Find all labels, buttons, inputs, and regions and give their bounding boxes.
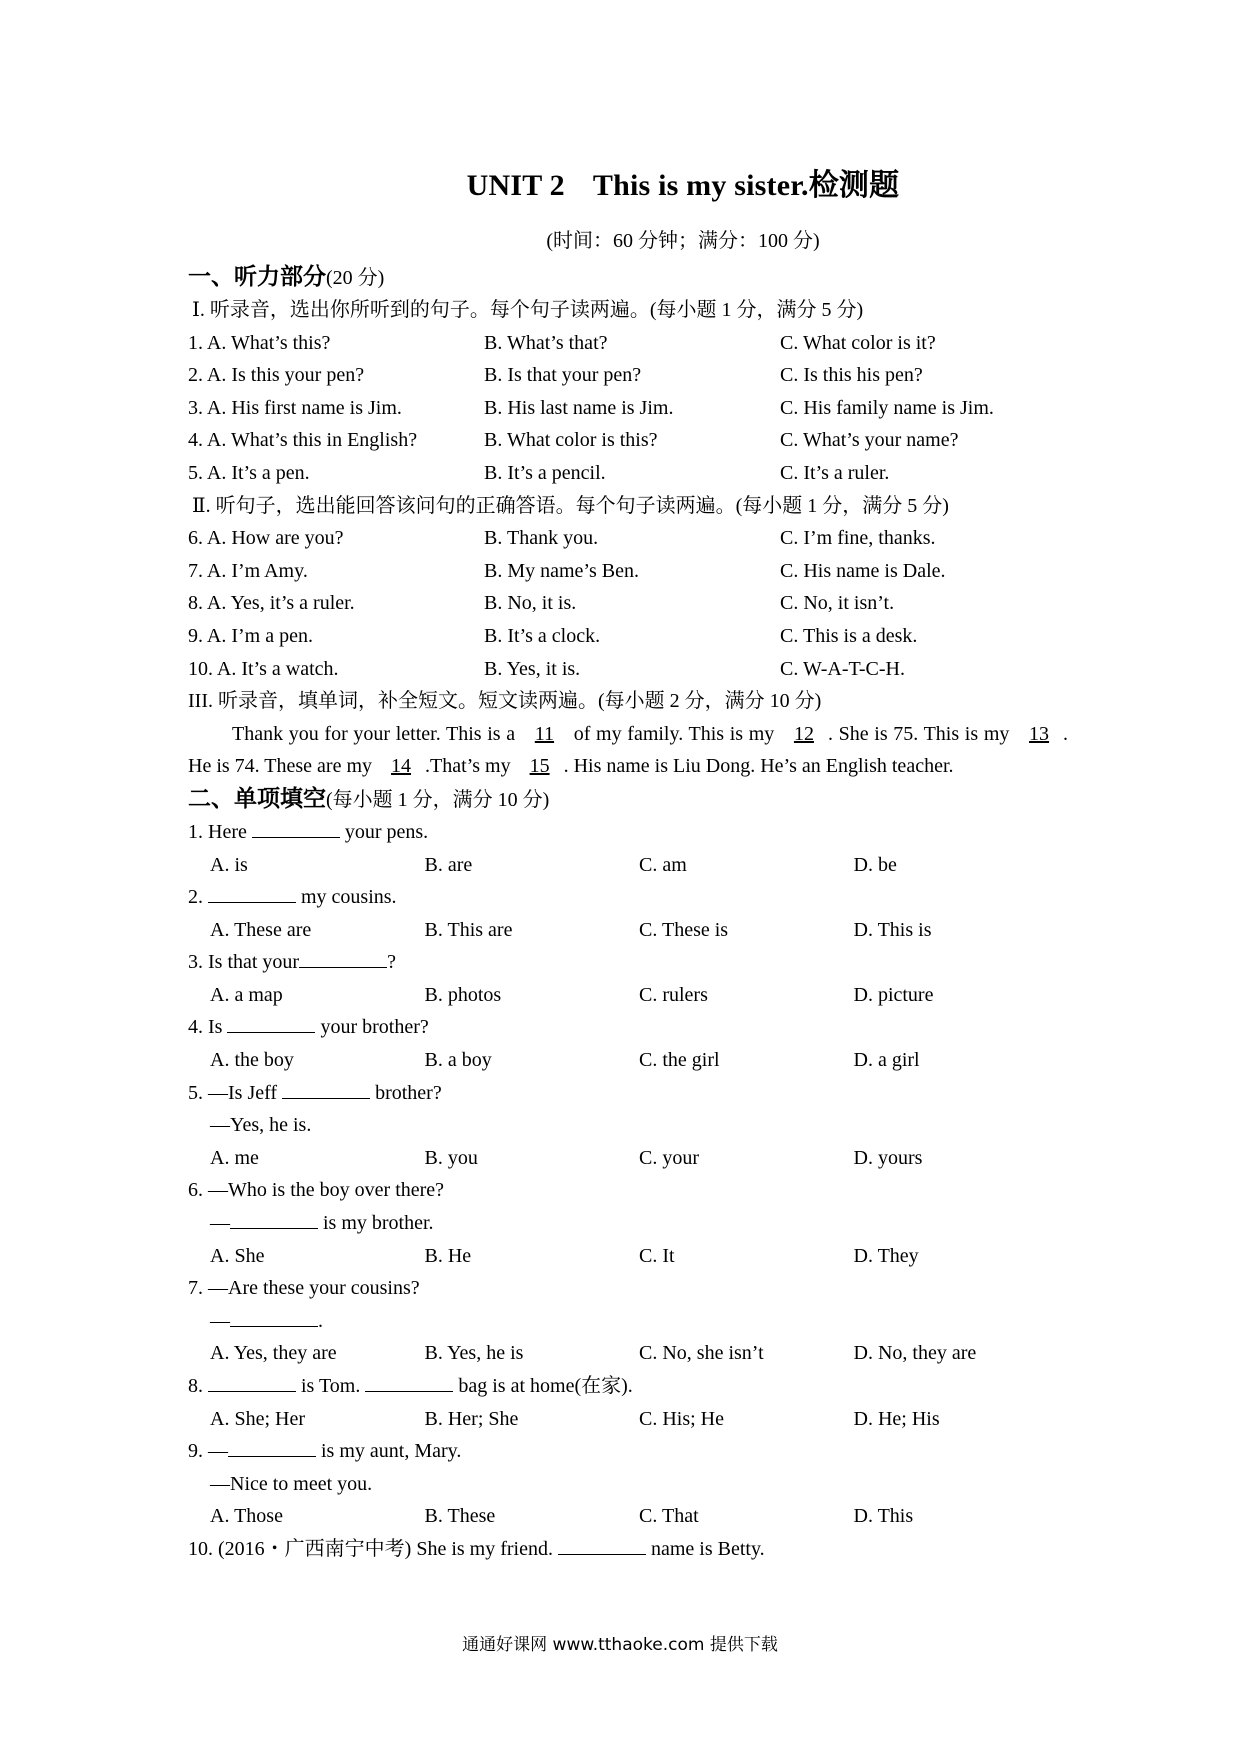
- choice-b: B. His last name is Jim.: [484, 396, 674, 419]
- answer-blank: [227, 1014, 315, 1033]
- question-4-options: [188, 1044, 1068, 1077]
- page-footer: 通通好课网 www.tthaoke.com 提供下载: [462, 1635, 778, 1655]
- choice-b: B. It’s a clock.: [484, 624, 601, 647]
- listening-part2-items: [188, 522, 1068, 685]
- option: C. your: [639, 1146, 699, 1169]
- choice-c: C. What color is it?: [780, 331, 936, 354]
- listening-part2-instruction: Ⅱ. 听句子，选出能回答该问句的正确答语。每个句子读两遍。(每小题 1 分，满分 5 分): [192, 494, 949, 517]
- question-2-options: [188, 914, 1068, 947]
- listening-part2-item-3: [188, 587, 1068, 620]
- question-9: 9. — is my aunt, Mary.: [188, 1440, 462, 1463]
- question-9-options: [188, 1500, 1068, 1533]
- listening-part1-item-5: [188, 457, 1068, 490]
- option: D. a girl: [853, 1049, 920, 1072]
- choice-a: 4. A. What’s this in English?: [188, 429, 418, 452]
- choice-a: 5. A. It’s a pen.: [188, 461, 310, 484]
- listening-part2-item-2: [188, 555, 1068, 588]
- option: B. This are: [424, 918, 513, 941]
- option: D. This: [853, 1505, 914, 1528]
- question-7-response: — .: [210, 1309, 323, 1332]
- exam-time-info: (时间：60 分钟；满分：100 分): [546, 230, 820, 252]
- question-7: 7. —Are these your cousins?: [188, 1277, 420, 1300]
- question-6-response: — is my brother.: [210, 1212, 434, 1235]
- answer-blank: [228, 1438, 316, 1457]
- answer-blank: [208, 884, 296, 903]
- question-5: 5. —Is Jeff brother?: [188, 1081, 442, 1104]
- listening-part1-item-1: [188, 327, 1068, 360]
- question-6-options: [188, 1240, 1068, 1273]
- question-7-options: [188, 1337, 1068, 1370]
- choice-b: B. My name’s Ben.: [484, 559, 639, 582]
- choice-a: 3. A. His first name is Jim.: [188, 396, 402, 419]
- question-1: 1. Here your pens.: [188, 820, 429, 843]
- question-2: 2. my cousins.: [188, 886, 397, 909]
- question-3-options: [188, 979, 1068, 1012]
- option: B. These: [424, 1505, 496, 1528]
- choice-a: 10. A. It’s a watch.: [188, 657, 339, 680]
- choice-a: 1. A. What’s this?: [188, 331, 331, 354]
- choice-b: B. What’s that?: [484, 331, 608, 354]
- choice-b: B. It’s a pencil.: [484, 461, 606, 484]
- question-8: 8. is Tom. bag is at home(在家).: [188, 1375, 633, 1397]
- answer-blank: [208, 1373, 296, 1392]
- option: A. She; Her: [210, 1407, 305, 1430]
- choice-a: 8. A. Yes, it’s a ruler.: [188, 592, 355, 615]
- choice-b: B. What color is this?: [484, 429, 658, 452]
- choice-b: B. No, it is.: [484, 592, 577, 615]
- choice-c: C. This is a desk.: [780, 624, 918, 647]
- listening-part1-item-3: [188, 392, 1068, 425]
- choice-a: 9. A. I’m a pen.: [188, 624, 313, 647]
- option: C. No, she isn’t: [639, 1342, 764, 1365]
- choice-c: C. What’s your name?: [780, 429, 959, 452]
- option: C. rulers: [639, 983, 708, 1006]
- question-6: 6. —Who is the boy over there?: [188, 1179, 445, 1202]
- choice-a: 6. A. How are you?: [188, 527, 344, 550]
- option: B. Yes, he is: [424, 1342, 524, 1365]
- answer-blank: [252, 819, 340, 838]
- question-3: 3. Is that your ?: [188, 951, 396, 974]
- blank-11: 11: [534, 722, 555, 745]
- option: B. photos: [424, 983, 502, 1006]
- answer-blank: [299, 949, 387, 968]
- blank-15: 15: [529, 755, 550, 778]
- option: D. picture: [853, 983, 934, 1006]
- listening-part1-instruction: Ⅰ. 听录音，选出你所听到的句子。每个句子读两遍。(每小题 1 分，满分 5 分): [192, 299, 864, 321]
- exam-page: [188, 160, 1068, 1566]
- question-4: 4. Is your brother?: [188, 1016, 429, 1039]
- answer-blank: [230, 1210, 318, 1229]
- choice-a: 2. A. Is this your pen?: [188, 364, 365, 387]
- choice-b: B. Is that your pen?: [484, 364, 642, 387]
- option: D. be: [853, 853, 897, 876]
- option: D. They: [853, 1244, 919, 1267]
- option: C. These is: [639, 918, 729, 941]
- option: A. is: [210, 853, 248, 876]
- option: D. He; His: [853, 1407, 940, 1430]
- option: B. you: [424, 1146, 478, 1169]
- option: A. me: [210, 1146, 259, 1169]
- option: B. Her; She: [424, 1407, 519, 1430]
- option: B. a boy: [424, 1049, 492, 1072]
- listening-part2-item-4: [188, 620, 1068, 653]
- question-5-options: [188, 1142, 1068, 1175]
- option: D. yours: [853, 1146, 923, 1169]
- blank-14: 14: [391, 755, 412, 778]
- option: A. the boy: [210, 1049, 294, 1072]
- option: A. Those: [210, 1505, 283, 1528]
- answer-blank: [230, 1308, 318, 1327]
- choice-c: C. I’m fine, thanks.: [780, 527, 936, 550]
- page-title: UNIT 2 This is my sister.检测题: [466, 169, 900, 202]
- choice-b: B. Thank you.: [484, 527, 599, 550]
- answer-blank: [558, 1536, 646, 1555]
- option: C. His; He: [639, 1407, 724, 1430]
- choice-a: 7. A. I’m Amy.: [188, 559, 308, 582]
- question-5-response: —Yes, he is.: [210, 1114, 312, 1137]
- option: C. am: [639, 853, 687, 876]
- choice-b: B. Yes, it is.: [484, 657, 581, 680]
- option: A. a map: [210, 983, 283, 1006]
- listening-part1-item-2: [188, 359, 1068, 392]
- question-8-options: [188, 1403, 1068, 1436]
- question-10: 10. (2016・广西南宁中考) She is my friend. name is Betty.: [188, 1537, 765, 1560]
- choice-c: C. No, it isn’t.: [780, 592, 895, 615]
- listening-part3-instruction: III. 听录音，填单词，补全短文。短文读两遍。(每小题 2 分，满分 10 分): [188, 690, 822, 713]
- choice-c: C. His name is Dale.: [780, 559, 946, 582]
- option: D. No, they are: [853, 1342, 977, 1365]
- choice-c: C. W-A-T-C-H.: [780, 657, 905, 680]
- section-multiple-choice-heading: 二、单项填空(每小题 1 分，满分 10 分): [188, 785, 550, 811]
- option: D. This is: [853, 918, 932, 941]
- option: C. the girl: [639, 1049, 720, 1072]
- blank-13: 13: [1029, 722, 1050, 745]
- option: A. These are: [210, 918, 312, 941]
- listening-part1-item-4: [188, 424, 1068, 457]
- cloze-passage: Thank you for your letter. This is a 11 of my family. This is my 12 . She is 75. This is my 13 . He is 74. These are my 14 .That’s my 15 . His name is Liu Dong. He’s an English teacher.: [188, 722, 1069, 778]
- listening-part2-item-5: [188, 653, 1068, 686]
- question-9-response: —Nice to meet you.: [210, 1472, 373, 1495]
- option: B. He: [424, 1244, 472, 1267]
- blank-12: 12: [793, 722, 814, 745]
- section-listening-heading: 一、听力部分(20 分): [188, 264, 385, 289]
- question-1-options: [188, 849, 1068, 882]
- option: C. That: [639, 1505, 699, 1528]
- option: A. She: [210, 1244, 265, 1267]
- choice-c: C. Is this his pen?: [780, 364, 923, 387]
- option: C. It: [639, 1244, 675, 1267]
- option: A. Yes, they are: [210, 1342, 337, 1365]
- choice-c: C. It’s a ruler.: [780, 461, 890, 484]
- answer-blank: [365, 1373, 453, 1392]
- answer-blank: [282, 1080, 370, 1099]
- option: B. are: [424, 853, 473, 876]
- listening-part2-item-1: [188, 522, 1068, 555]
- listening-part1-items: [188, 327, 1068, 490]
- choice-c: C. His family name is Jim.: [780, 396, 994, 419]
